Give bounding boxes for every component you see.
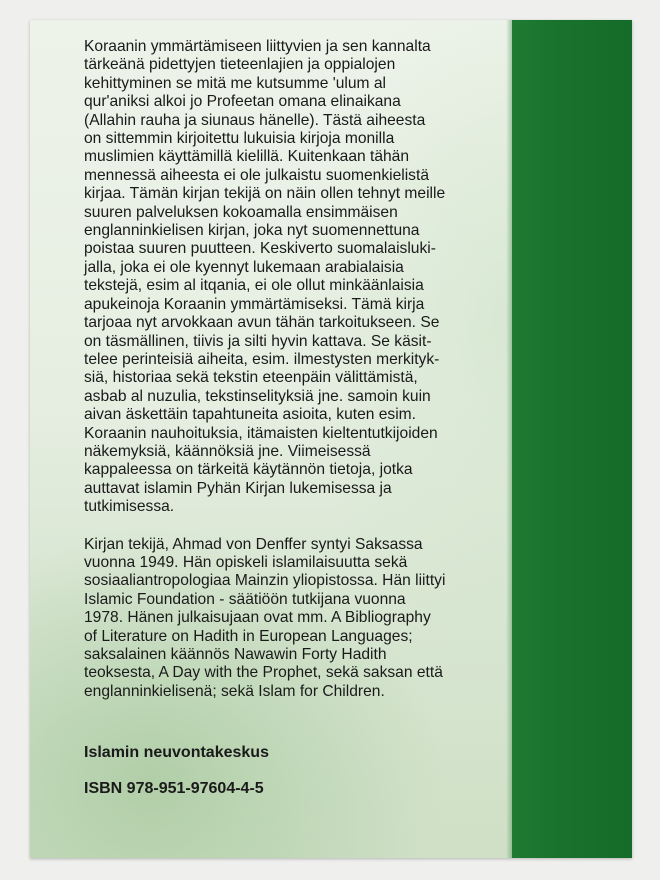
blurb-paragraph-1: Koraanin ymmärtämiseen liittyvien ja sen kannalta tärkeänä pidettyjen tieteenlajien ja oppialojen kehittyminen se mitä me kutsumme 'ulum al qur'aniksi alkoi jo Profeetan omana elinaikana (Allahin rauha ja siunaus hänelle). Tästä aiheesta on sittemmin kirjoitettu lukuisia kirjoja monilla muslimien käyttämillä kielillä. Kuitenkaan tähän mennessä aiheesta ei ole julkaistu suomenkielistä kirjaa. Tämän kirjan tekijä on näin ollen tehnyt meille suuren palveluksen kokoamalla ensimmäisen englanninkielisen kirjan, joka nyt suomennettuna poistaa suuren puutteen. Keskiverto suomalaisluki- jalla, joka ei ole kyennyt lukemaan arabialaisia tekstejä, esim al itqania, ei ole ollut minkäänlaisia apukeinoja Koraanin ymmärtämiseksi. Tämä kirja tarjoaa nyt arvokkaan avun tähän tarkoitukseen. Se on täsmällinen, tiivis ja silti hyvin kattava. Se käsit- telee perinteisiä aiheita, esim. ilmestysten merkityk- siä, historiaa sekä tekstin eteenpäin välittämistä, asbab al nuzulia, tekstinselityksiä jne. samoin kuin aivan äskettäin tapahtuneita asioita, kuten esim. Koraanin nauhoituksia, itämaisten kieltentutkijoiden näkemyksiä, käännöksiä jne. Viimeisessä kappaleessa on tärkeitä käytännön tietoja, jotka auttavat islamin Pyhän Kirjan lukemisessa ja tutkimisessa. — [84, 38, 446, 516]
author-bio-paragraph: Kirjan tekijä, Ahmad von Denffer syntyi Saksassa vuonna 1949. Hän opiskeli islamilaisuutta sekä sosiaaliantropologiaa Mainzin yliopistossa. Hän liittyi Islamic Foundation - säätiöön tutkijana vuonna 1978. Hänen julkaisujaan ovat mm. A Bibliography of Literature on Hadith in European Languages; saksalainen käännös Nawawin Forty Hadith teoksesta, A Day with the Prophet, sekä saksan että englanninkielisenä; sekä Islam for Children. — [84, 535, 446, 700]
green-spine-stripe — [512, 20, 632, 858]
isbn-number: ISBN 978-951-97604-4-5 — [84, 780, 264, 797]
publisher-name: Islamin neuvontakeskus — [84, 744, 269, 761]
blurb-text-block — [84, 38, 504, 701]
book-back-cover — [30, 20, 632, 858]
